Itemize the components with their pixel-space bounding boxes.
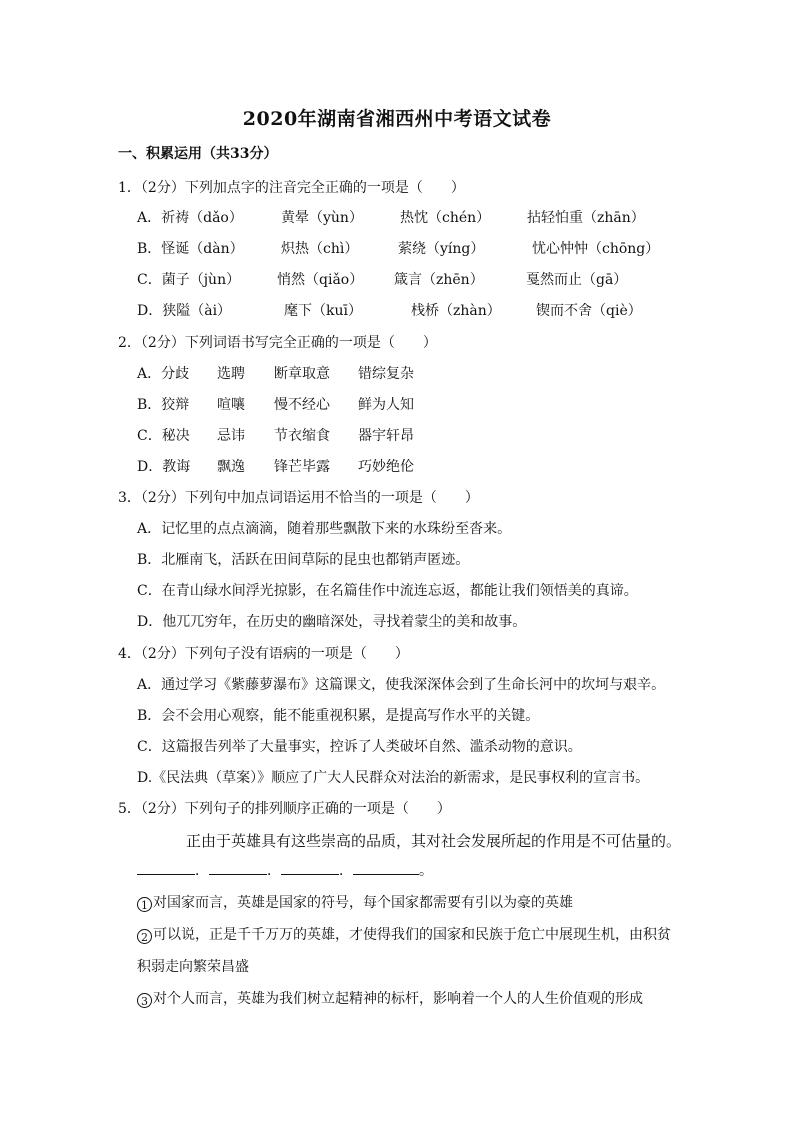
- q1-option-b-1: B．怪诞（dàn）: [137, 241, 244, 257]
- q3-option-b: B．北雁南飞，活跃在田间草际的昆虫也都销声匿迹。: [137, 552, 470, 568]
- blank-3: [281, 862, 339, 875]
- q2-option-b-4: 鲜为人知: [358, 397, 414, 413]
- page-title: 2020年湖南省湘西州中考语文试卷: [242, 108, 552, 130]
- q1-option-c-4: 戛然而止（gā）: [526, 272, 628, 288]
- q2-option-a-4: 错综复杂: [358, 366, 414, 382]
- question-2-stem: 2．（2分）下列词语书写完全正确的一项是（ ）: [118, 335, 437, 351]
- q3-option-a: A．记忆里的点点滴滴，随着那些飘散下来的水珠纷至沓来。: [137, 521, 512, 537]
- q2-option-a-3: 断章取意: [274, 366, 330, 382]
- q5-sentence-2: [137, 924, 671, 944]
- q1-option-a-4: 拈轻怕重（zhān）: [527, 210, 645, 226]
- q1-option-d-4: 锲而不舍（qiè）: [536, 303, 642, 319]
- blank-separator: ．: [267, 863, 281, 879]
- q5-sentence-2-continued: 积弱走向繁荣昌盛: [137, 959, 249, 975]
- q5-sentence-1: [137, 892, 573, 912]
- q2-option-c-1: C．秘决: [137, 428, 190, 444]
- q1-option-c-3: 箴言（zhēn）: [394, 272, 484, 288]
- q2-option-c-2: 忌讳: [217, 428, 245, 444]
- q1-option-a-2: 黄晕（yùn）: [281, 210, 363, 226]
- q2-option-d-1: D．教诲: [137, 459, 191, 475]
- circled-number-3: 3: [137, 993, 152, 1008]
- q1-option-c-2: 悄然（qiǎo）: [277, 272, 364, 288]
- q5-passage: 正由于英雄具有这些崇高的品质，其对社会发展所起的作用是不可估量的。: [186, 832, 682, 850]
- question-1-stem: 1．（2分）下列加点字的注音完全正确的一项是（ ）: [118, 180, 465, 196]
- blank-2: [209, 862, 267, 875]
- q3-option-c: C．在青山绿水间浮光掠影，在名篇佳作中流连忘返，都能让我们领悟美的真谛。: [137, 583, 638, 599]
- blank-separator: ．: [195, 863, 209, 879]
- q4-option-b: B．会不会用心观察，能不能重视积累，是提高写作水平的关键。: [137, 708, 540, 724]
- q2-option-b-2: 喧嚷: [217, 397, 245, 413]
- q2-option-d-2: 飘逸: [217, 459, 245, 475]
- sentence-text: 可以说，正是千千万万的英雄，才使得我们的国家和民族于危亡中展现生机，由积贫: [153, 927, 671, 943]
- blank-1: [137, 862, 195, 875]
- q1-option-d-2: 麾下（kuī）: [284, 303, 362, 319]
- blank-4: [353, 862, 419, 875]
- section-heading: 一、积累运用（共33分）: [118, 146, 278, 162]
- q1-option-d-3: 栈桥（zhàn）: [411, 303, 501, 319]
- q2-option-a-2: 选聘: [217, 366, 245, 382]
- sentence-text: 对个人而言，英雄为我们树立起精神的标杆，影响着一个人的人生价值观的形成: [153, 991, 643, 1007]
- q2-option-d-3: 锋芒毕露: [274, 459, 330, 475]
- q4-option-a: A．通过学习《紫藤萝瀑布》这篇课文，使我深深体会到了生命长河中的坎坷与艰辛。: [137, 677, 666, 693]
- q1-option-a-1: A．祈祷（dǎo）: [137, 210, 243, 226]
- q2-option-d-4: 巧妙绝伦: [358, 459, 414, 475]
- circled-number-2: 2: [137, 929, 152, 944]
- q2-option-a-1: A．分歧: [137, 366, 190, 382]
- q1-option-c-1: C．菌子（jùn）: [137, 272, 241, 288]
- q1-option-a-3: 热忱（chén）: [400, 210, 491, 226]
- question-4-stem: 4．（2分）下列句子没有语病的一项是（ ）: [118, 646, 409, 662]
- q1-option-d-1: D．狭隘（ài）: [137, 303, 232, 319]
- q2-option-c-3: 节衣缩食: [274, 428, 330, 444]
- q3-option-d: D．他兀兀穷年，在历史的幽暗深处，寻找着蒙尘的美和故事。: [137, 614, 527, 630]
- blank-separator: ．: [339, 863, 353, 879]
- q1-option-b-2: 炽热（chì）: [281, 241, 359, 257]
- q2-option-b-1: B．狡辩: [137, 397, 190, 413]
- q5-sentence-3: [137, 988, 643, 1008]
- q1-option-b-4: 忧心忡忡（chōng）: [532, 241, 660, 257]
- sentence-text: 对国家而言，英雄是国家的符号，每个国家都需要有引以为豪的英雄: [153, 895, 573, 911]
- q1-option-b-3: 萦绕（yíng）: [398, 241, 485, 257]
- q5-blanks: [137, 860, 433, 880]
- question-5-stem: 5．（2分）下列句子的排列顺序正确的一项是（ ）: [118, 801, 451, 817]
- q2-option-b-3: 慢不经心: [274, 397, 330, 413]
- q2-option-c-4: 器宇轩昂: [358, 428, 414, 444]
- circled-number-1: 1: [137, 897, 152, 912]
- blank-end: 。: [419, 863, 433, 879]
- question-3-stem: 3．（2分）下列句中加点词语运用不恰当的一项是（ ）: [118, 490, 479, 506]
- q4-option-c: C．这篇报告列举了大量事实，控诉了人类破坏自然、滥杀动物的意识。: [137, 739, 582, 755]
- q4-option-d: D.《民法典（草案）》顺应了广大人民群众对法治的新需求，是民事权利的宣言书。: [137, 770, 650, 786]
